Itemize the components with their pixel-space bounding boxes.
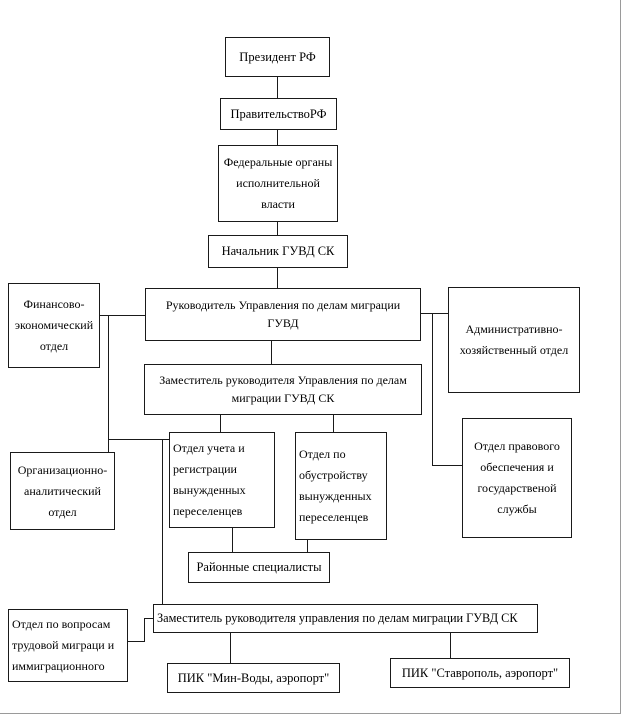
connector-deputy2-pik-minvody — [230, 633, 231, 663]
connector-president-government — [277, 77, 278, 98]
connector-drop-deputy2 — [162, 439, 163, 604]
connector-labor-elbow-h1 — [128, 641, 145, 642]
connector-registration-district — [232, 528, 233, 552]
connector-deputy1-registration — [220, 415, 221, 432]
node-deputy-head-1: Заместитель руководителя Управления по делам миграции ГУВД СК — [144, 364, 422, 415]
image-border-right — [620, 0, 621, 714]
node-legal-dept: Отдел правового обеспечения и государственой службы — [462, 418, 572, 538]
node-deputy-head-2: Заместитель руководителя управления по делам миграции ГУВД СК — [153, 604, 538, 633]
connector-head-deputy1 — [271, 341, 272, 364]
node-district-specialists: Районные специалисты — [188, 552, 330, 583]
connector-head-admin — [421, 313, 448, 314]
connector-chief-head — [277, 268, 278, 288]
image-border-bottom — [0, 713, 621, 714]
node-org-analytical-dept: Организационно-аналитический отдел — [10, 452, 115, 530]
node-registration-dept: Отдел учета и регистрации вынужденных переселенцев — [169, 432, 275, 528]
node-federal-bodies: Федеральные органы исполнительной власти — [218, 145, 338, 222]
node-guvd-chief: Начальник ГУВД СК — [208, 235, 348, 268]
node-government: ПравительствоРФ — [220, 98, 337, 130]
connector-finance-head — [100, 315, 145, 316]
connector-right-drop — [432, 313, 433, 465]
connector-deputy2-pik-stavropol — [450, 633, 451, 658]
node-finance-dept: Финансово-экономический отдел — [8, 283, 100, 368]
connector-government-federal — [277, 130, 278, 145]
node-pik-minvody: ПИК "Мин-Воды, аэропорт" — [167, 663, 340, 693]
connector-branch-legal — [432, 465, 462, 466]
connector-federal-chief — [277, 222, 278, 235]
connector-left-drop — [108, 315, 109, 452]
node-pik-stavropol: ПИК "Ставрополь, аэропорт" — [390, 658, 570, 688]
node-migration-head: Руководитель Управления по делам миграции ГУВД — [145, 288, 421, 341]
node-admin-dept: Административно-хозяйственный отдел — [448, 287, 580, 393]
connector-labor-elbow-h2 — [144, 618, 153, 619]
connector-labor-elbow-v — [144, 618, 145, 642]
node-president: Президент РФ — [225, 37, 330, 77]
connector-resettlement-district — [307, 540, 308, 552]
node-labor-migration-dept: Отдел по вопросам трудовой миграци и иммиграционного — [8, 609, 128, 682]
connector-deputy1-resettlement — [333, 415, 334, 432]
connector-branch-registration — [108, 439, 169, 440]
node-resettlement-dept: Отдел по обустройству вынужденных переселенцев — [295, 432, 387, 540]
